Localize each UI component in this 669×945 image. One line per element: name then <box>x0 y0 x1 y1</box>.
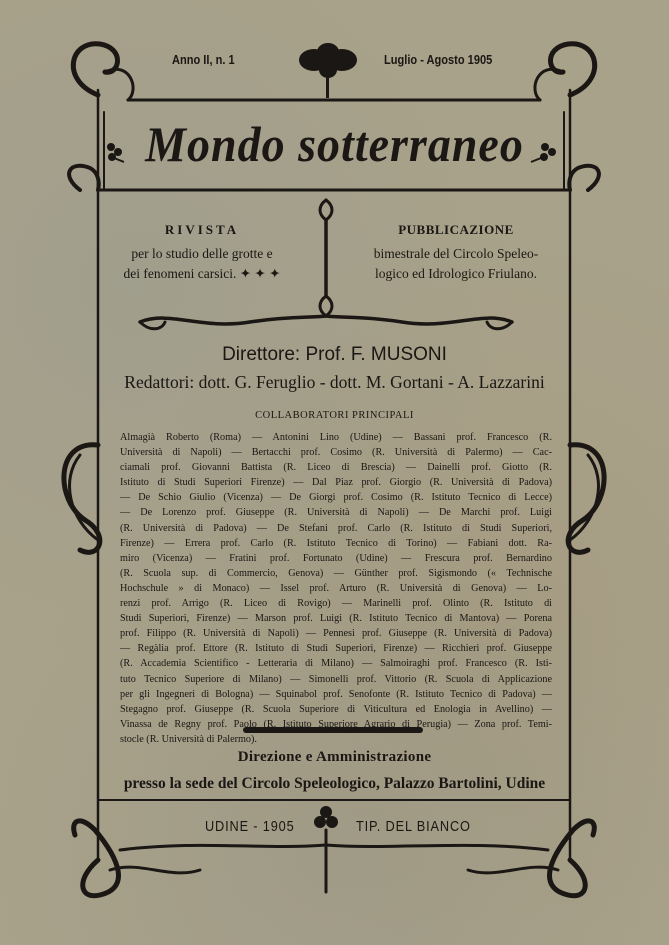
printer-name: TIP. DEL BIANCO <box>356 818 471 835</box>
journal-description <box>92 222 312 284</box>
collaborators-list <box>120 430 552 747</box>
collaborators-line: Studi Superiori, Firenze) — Marson prof. Luigi (R. Istituto Tecnico di Mantova) — Porena <box>120 613 552 625</box>
collaborators-line: Vinassa de Regny prof. Paolo (R. Istituto Superiore Agrario di Perugia) — Zona prof. Temi- <box>120 718 552 730</box>
place-year: UDINE - 1905 <box>205 818 295 835</box>
collaborators-heading: COLLABORATORI PRINCIPALI <box>255 410 414 421</box>
collaborators-line: (R. Università di Padova) — De Stefani prof. Carlo (R. Istituto di Studi Superiori, <box>120 522 552 534</box>
issue-number: Anno II, n. 1 <box>172 52 235 67</box>
collaborators-line: per gli Ingegneri di Bologna) — Squinabol prof. Senofonte (R. Istituto Tecnico di Padova) — <box>120 688 552 700</box>
collaborators-line: (R. Accademia Scientifico - Letteraria di Milano) — Salmoiraghi prof. Francesco (R. Isti- <box>120 658 552 670</box>
publication-heading: PUBBLICAZIONE <box>398 222 514 237</box>
issue-date: Luglio - Agosto 1905 <box>384 52 493 67</box>
magazine-title: Mondo sotterraneo <box>145 116 524 173</box>
collaborators-line: — De Schio Giulio (Vicenza) — De Giorgi prof. Cosimo (R. Istituto Tecnico di Lecce) <box>120 492 552 504</box>
collaborators-line: Università di Napoli) — Bertacchi prof. Cosimo (R. Università di Palermo) — Cac- <box>120 447 552 459</box>
collaborators-line: prof. Filippo (R. Università di Napoli) — Pennesi prof. Giuseppe (R. Università di Padova) <box>120 628 552 640</box>
collaborators-line: Stegagno prof. Giuseppe (R. Scuola Superiore di Viticultura ed Enologia in Avellino) — <box>120 703 552 715</box>
collaborators-line: renzi prof. Arrigo (R. Liceo di Rovigo) — Marinelli prof. Olinto (R. Istituto di <box>120 598 552 610</box>
journal-heading: RIVISTA <box>164 222 240 237</box>
director-line: Direttore: Prof. F. MUSONI <box>222 344 447 365</box>
journal-line: per lo studio delle grotte e <box>131 246 273 261</box>
journal-line: dei fenomeni carsici. ✦ ✦ ✦ <box>123 266 281 281</box>
publication-description <box>346 222 566 284</box>
address-line: presso la sede del Circolo Speleologico, Palazzo Bartolini, Udine <box>123 775 546 792</box>
collaborators-line: Istituto di Studi Superiori Firenze) — Dal Piaz prof. Giorgio (R. Università di Padova) <box>120 477 552 489</box>
collaborators-line: Hochschule » di Monaco) — Issel prof. Arturo (R. Università di Genova) — Lo- <box>120 582 552 594</box>
collaborators-line: Firenze) — Errera prof. Carlo (R. Istituto Tecnico di Torino) — Fabiani dott. Ra- <box>120 537 552 549</box>
direction-administration: Direzione e Amministrazione <box>237 749 432 765</box>
collaborators-line: stocle (R. Università di Palermo). <box>120 733 257 745</box>
collaborators-line: tuto Tecnico Superiore di Milano) — Simonelli prof. Vittorio (R. Scuola di Applicazione <box>120 673 552 685</box>
shamrock-icon <box>314 806 338 828</box>
collaborators-line: (R. Scuola sup. di Commercio, Genova) — Günther prof. Sigismondo (« Technische <box>120 567 552 579</box>
poppy-flower-icon <box>299 43 357 98</box>
publication-line: logico ed Idrologico Friulano. <box>375 266 537 281</box>
publication-line: bimestrale del Circolo Speleo- <box>373 246 539 261</box>
collaborators-line: miro (Vicenza) — Fratini prof. Fortunato (Udine) — Frescura prof. Bernardino <box>120 552 552 564</box>
collaborators-line: ciamali prof. Giovanni Battista (R. Liceo di Brescia) — Dainelli prof. Giotto (R. <box>120 462 552 474</box>
collaborators-line: — Regàlia prof. Ettore (R. Istituto di Studi Superiori, Firenze) — Ricchieri prof. Giuseppe <box>120 643 552 655</box>
editors-line: Redattori: dott. G. Feruglio - dott. M. Gortani - A. Lazzarini <box>124 372 545 392</box>
collaborators-line: Almagià Roberto (Roma) — Antonini Lino (Udine) — Bassani prof. Francesco (R. <box>120 432 552 443</box>
collaborators-line: — De Lorenzo prof. Giuseppe (R. Università di Napoli) — De Marchi prof. Luigi <box>120 507 552 519</box>
